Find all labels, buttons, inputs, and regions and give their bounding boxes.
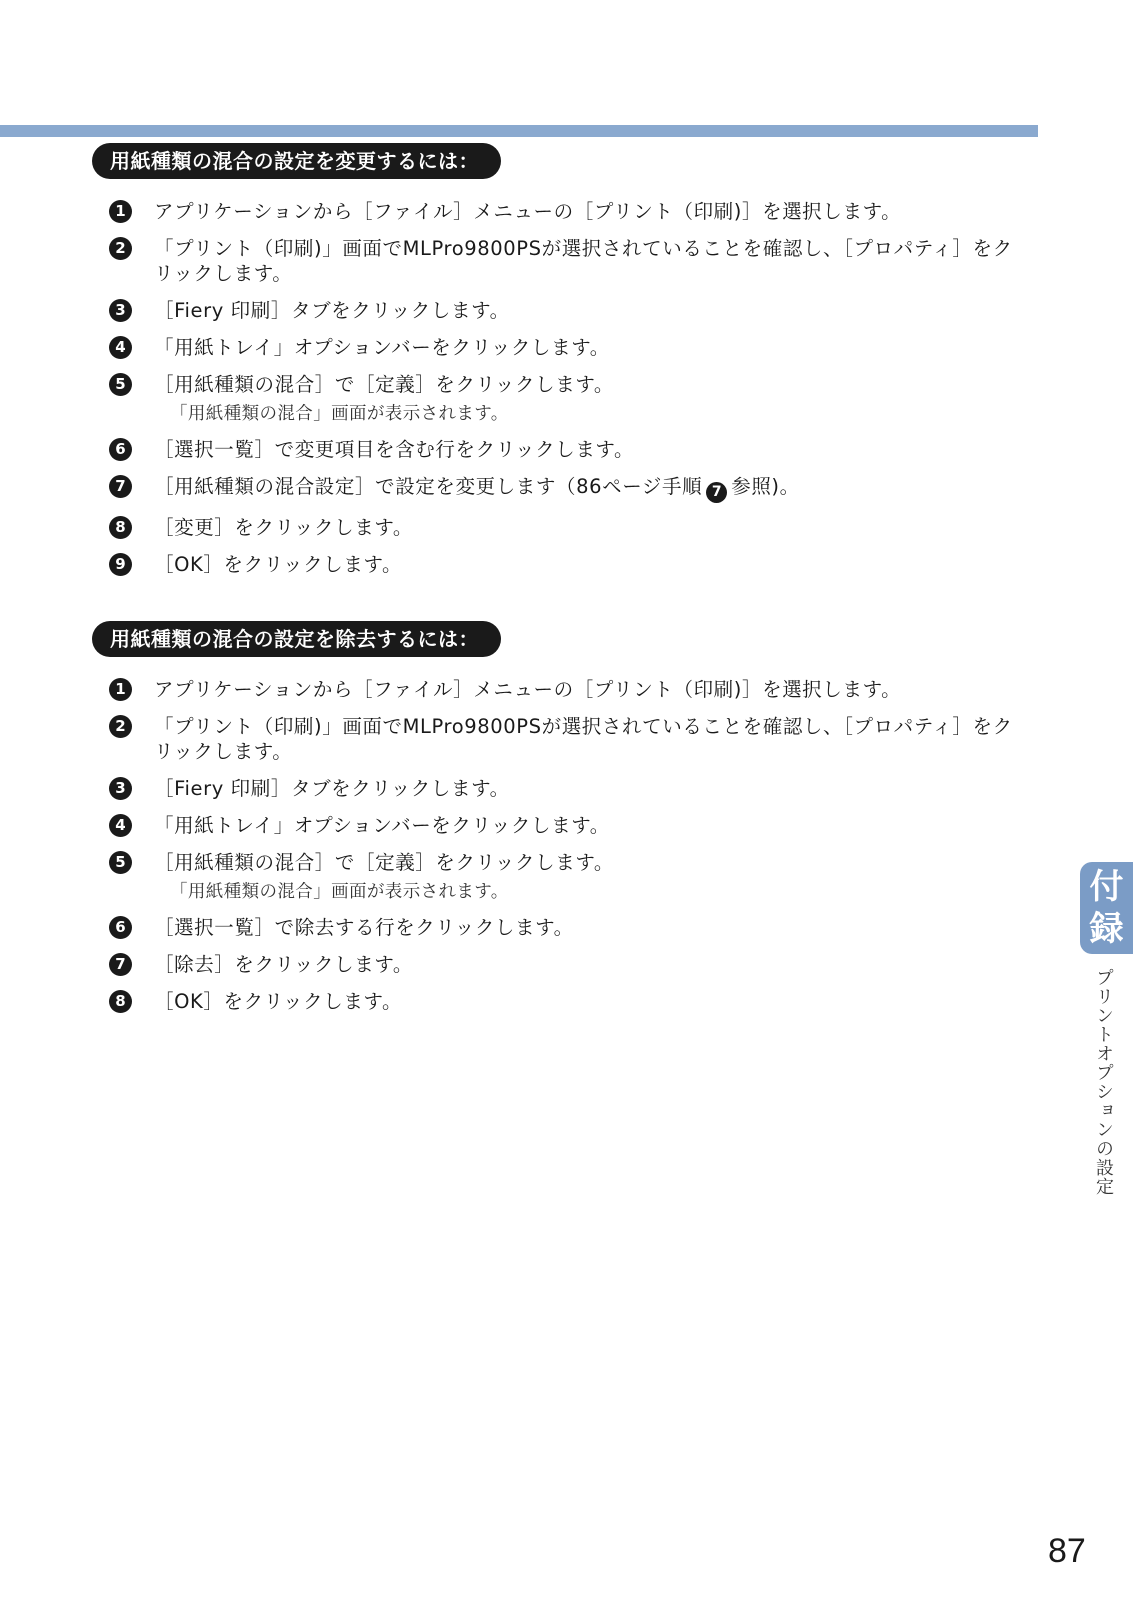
step-text: ［用紙種類の混合］で［定義］をクリックします。 <box>154 851 614 874</box>
step-item <box>92 850 1022 875</box>
step-number: 3 <box>109 299 132 322</box>
header-rule <box>0 125 1038 137</box>
appendix-tab-line2: 録 <box>1089 909 1124 949</box>
step-item <box>92 474 1022 503</box>
step-item <box>92 813 1022 838</box>
appendix-tab <box>1080 862 1133 954</box>
step-number: 7 <box>109 475 132 498</box>
step-text: ［除去］をクリックします。 <box>154 953 413 976</box>
step-item <box>92 298 1022 323</box>
section-change <box>92 143 1022 589</box>
step-item <box>92 714 1022 764</box>
section-heading: 用紙種類の混合の設定を変更するには： <box>92 143 501 179</box>
step-item <box>92 776 1022 801</box>
step-text: ［Fiery 印刷］タブをクリックします。 <box>154 299 510 322</box>
step-number: 4 <box>109 336 132 359</box>
step-number: 5 <box>109 851 132 874</box>
step-text: 「プリント（印刷)」画面でMLPro9800PSが選択されていることを確認し、［プロパティ］をクリックします。 <box>154 237 1013 285</box>
step-text: ［用紙種類の混合］で［定義］をクリックします。 <box>154 373 614 396</box>
step-number: 8 <box>109 516 132 539</box>
step-text: アプリケーションから［ファイル］メニューの［プリント（印刷)］を選択します。 <box>154 678 902 701</box>
step-text: 「用紙トレイ」オプションバーをクリックします。 <box>154 336 610 359</box>
step-text: ［選択一覧］で除去する行をクリックします。 <box>154 916 574 939</box>
step-number: 4 <box>109 814 132 837</box>
step-number: 9 <box>109 553 132 576</box>
step-text: 「プリント（印刷)」画面でMLPro9800PSが選択されていることを確認し、［プロパティ］をクリックします。 <box>154 715 1013 763</box>
step-text: ［OK］をクリックします。 <box>154 990 403 1013</box>
step-number: 3 <box>109 777 132 800</box>
step-number: 2 <box>109 715 132 738</box>
step-reference-number: 7 <box>706 482 727 503</box>
step-text: ［変更］をクリックします。 <box>154 516 413 539</box>
step-number: 8 <box>109 990 132 1013</box>
step-text: ［Fiery 印刷］タブをクリックします。 <box>154 777 510 800</box>
step-number: 6 <box>109 916 132 939</box>
step-number: 2 <box>109 237 132 260</box>
step-text: ［OK］をクリックします。 <box>154 553 403 576</box>
step-number: 5 <box>109 373 132 396</box>
step-list <box>92 199 1022 577</box>
appendix-tab-line1: 付 <box>1089 867 1124 907</box>
step-list <box>92 677 1022 1014</box>
step-item <box>92 915 1022 940</box>
step-number: 1 <box>109 200 132 223</box>
step-text: ［用紙種類の混合設定］で設定を変更します（86ページ手順 <box>154 475 703 498</box>
step-item <box>92 437 1022 462</box>
step-note: 「用紙種類の混合」画面が表示されます。 <box>170 404 509 424</box>
step-item <box>92 199 1022 224</box>
step-text: アプリケーションから［ファイル］メニューの［プリント（印刷)］を選択します。 <box>154 200 902 223</box>
step-note: 「用紙種類の混合」画面が表示されます。 <box>170 882 509 902</box>
section-heading: 用紙種類の混合の設定を除去するには： <box>92 621 501 657</box>
step-item <box>92 515 1022 540</box>
page-number: 87 <box>1048 1532 1086 1570</box>
step-text: 「用紙トレイ」オプションバーをクリックします。 <box>154 814 610 837</box>
step-text-tail: 参照)。 <box>731 475 800 498</box>
step-number: 1 <box>109 678 132 701</box>
step-item <box>92 952 1022 977</box>
chapter-side-label: プリントオプションの設定 <box>1093 968 1114 1196</box>
step-item <box>92 552 1022 577</box>
step-item <box>92 372 1022 397</box>
step-text: ［選択一覧］で変更項目を含む行をクリックします。 <box>154 438 635 461</box>
step-number: 6 <box>109 438 132 461</box>
step-number: 7 <box>109 953 132 976</box>
step-item <box>92 335 1022 360</box>
step-item <box>92 989 1022 1014</box>
step-item <box>92 236 1022 286</box>
step-item <box>92 677 1022 702</box>
section-remove <box>92 621 1022 1026</box>
